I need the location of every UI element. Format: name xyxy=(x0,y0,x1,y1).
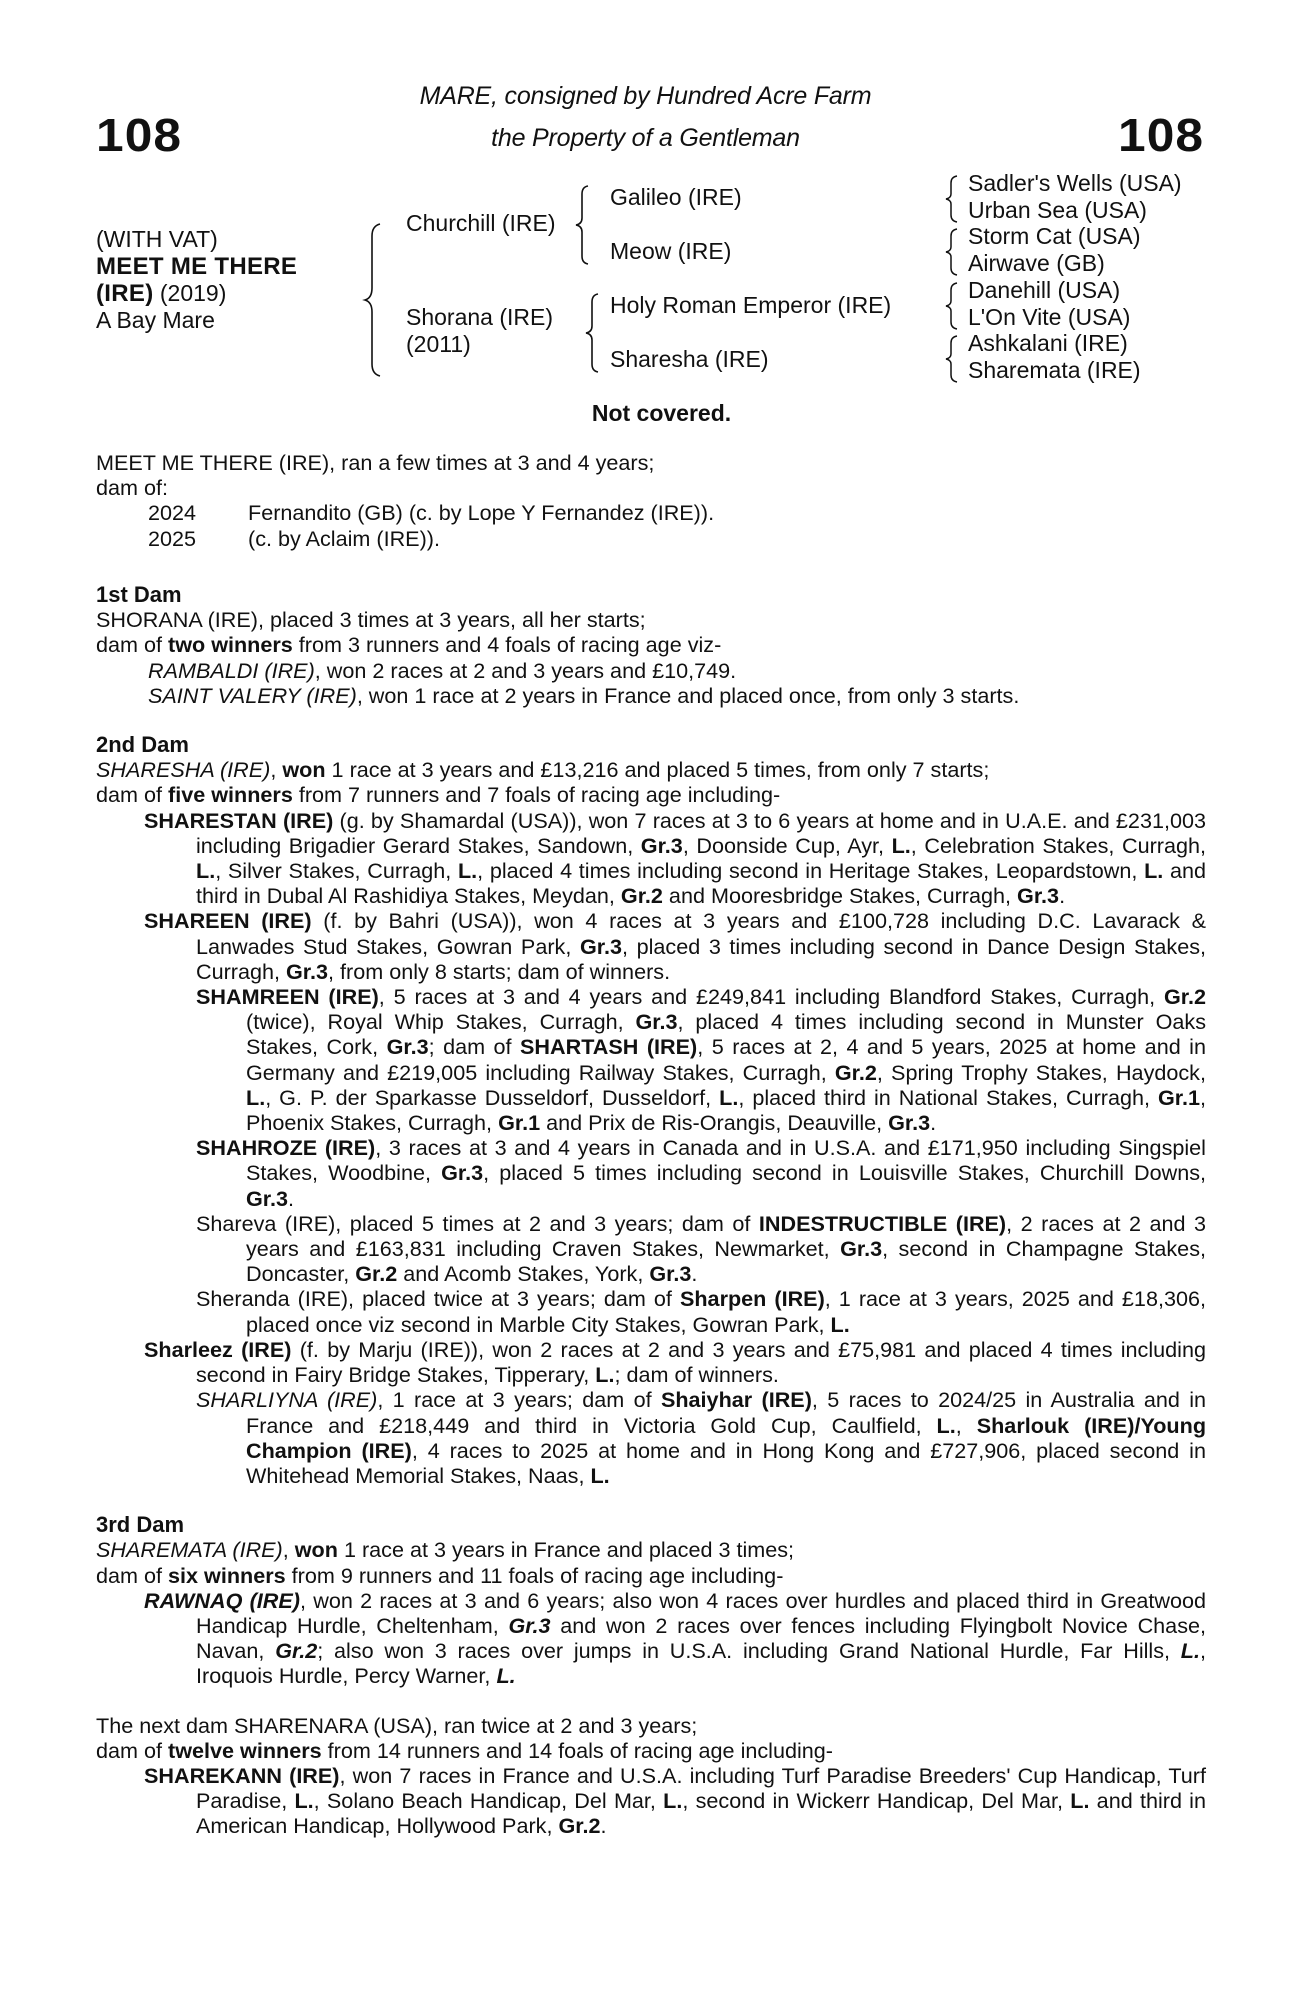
text-run: , placed 4 times including second in Heritage Stakes, Leopardstown, xyxy=(477,858,1145,884)
text-run: , placed 5 times including second in Louisville Stakes, Churchill Downs, xyxy=(483,1160,1207,1186)
bold-run: L. xyxy=(936,1412,956,1438)
text-run: Shareva (IRE), placed 5 times at 2 and 3 years; dam of xyxy=(196,1210,759,1236)
text-run: , placed third in National Stakes, Curragh, xyxy=(738,1084,1158,1110)
pedigree-sire-sire: Galileo (IRE) xyxy=(610,184,742,210)
text-run: and won 2 races over fences including Flyingbolt Novice Chase, Navan, xyxy=(196,1612,1207,1664)
progeny-entry xyxy=(96,683,1206,708)
text-run: , Phoenix Stakes, Curragh, xyxy=(246,1084,1206,1136)
bold-run: L. xyxy=(1144,858,1164,884)
consignor-line: MARE, consigned by Hundred Acre Farm xyxy=(419,82,872,110)
section-1st-dam xyxy=(96,582,1206,708)
pedigree-g3-name: Ashkalani (IRE) xyxy=(968,330,1128,357)
bold-run: L. xyxy=(1070,1788,1090,1814)
pedigree-brace-sire xyxy=(574,184,592,266)
foal-year: 2024 xyxy=(148,500,197,526)
foal-year: 2025 xyxy=(148,525,197,551)
progeny-entry xyxy=(96,808,1206,909)
pedigree-dam-dam: Sharesha (IRE) xyxy=(610,346,769,372)
bold-run: Gr.3 xyxy=(840,1236,883,1262)
progeny-entry xyxy=(96,658,1206,683)
text-run: and third in Dubal Al Rashidiya Stakes, Meydan, xyxy=(196,858,1206,909)
text-run: . xyxy=(691,1261,698,1287)
pedigree-dam: Shorana (IRE) xyxy=(406,304,554,330)
bold-run: Shaiyhar (IRE) xyxy=(660,1387,812,1413)
text-run: , won 1 race at 2 years in France and placed once, from only 3 starts. xyxy=(356,682,1020,708)
pedigree-brace-g3-4 xyxy=(944,334,960,384)
text-run: , Spring Trophy Stakes, Haydock, xyxy=(876,1059,1206,1085)
lot-number-right: 108 xyxy=(1118,109,1205,161)
section-line xyxy=(96,632,1206,657)
text-run: and Mooresbridge Stakes, Curragh, xyxy=(662,883,1018,909)
text-run: 1 race at 3 years and £13,216 and placed 5 times, from only 7 starts; xyxy=(325,757,990,783)
progeny-entry xyxy=(96,984,1206,1135)
text-run: (g. by Shamardal (USA)), won 7 races at 3 to 6 years at home and in U.A.E. and £231,003 including Brigadier Gerard Stakes, Sandown, xyxy=(196,807,1206,858)
text-run: 1 race at 3 years in France and placed 3 times; xyxy=(337,1537,795,1563)
text-run: , Iroquois Hurdle, Percy Warner, xyxy=(196,1638,1206,1689)
bold-run: Sharlouk (IRE)/Young Champion (IRE) xyxy=(246,1412,1207,1463)
text-run: . xyxy=(930,1110,937,1136)
section-heading: 3rd Dam xyxy=(96,1512,185,1538)
pedigree-g3-name: Danehill (USA) xyxy=(968,276,1121,303)
text-run: , placed 4 times including second in Munster Oaks Stakes, Cork, xyxy=(246,1009,1206,1060)
bold-run: L. xyxy=(246,1084,266,1110)
progeny-entry xyxy=(96,1763,1206,1839)
section-spacer xyxy=(96,708,1206,732)
bold-run: L. xyxy=(595,1362,615,1388)
text-run: , xyxy=(282,1537,295,1563)
text-run: from 9 runners and 11 foals of racing age including- xyxy=(285,1562,784,1588)
bold-run: Sharleez (IRE) xyxy=(144,1336,292,1362)
bold-run: SHARTASH (IRE) xyxy=(520,1034,698,1060)
bold-run: Gr.3 xyxy=(579,933,622,959)
bold-run: SHAHROZE (IRE) xyxy=(196,1135,376,1161)
section-spacer xyxy=(96,1689,1206,1713)
bold-italic-run: Gr.3 xyxy=(508,1612,551,1638)
property-line: the Property of a Gentleman xyxy=(491,124,800,152)
bold-run: INDESTRUCTIBLE (IRE) xyxy=(758,1210,1007,1236)
text-run: and third in American Handicap, Hollywood Park, xyxy=(196,1788,1206,1839)
bold-italic-run: RAWNAQ (IRE) xyxy=(144,1587,300,1613)
vat-label: (WITH VAT) xyxy=(96,226,218,252)
section-heading: 1st Dam xyxy=(96,582,182,607)
pedigree-g3-name: Sadler's Wells (USA) xyxy=(968,170,1182,196)
bold-run: Sharpen (IRE) xyxy=(679,1286,825,1312)
section-line xyxy=(96,782,1206,807)
text-run: and Acomb Stakes, York, xyxy=(397,1261,650,1287)
bold-run: L. xyxy=(590,1462,610,1488)
pedigree-sire: Churchill (IRE) xyxy=(406,210,556,236)
lot-number-left: 108 xyxy=(96,109,183,161)
horse-country: (IRE) xyxy=(96,280,154,307)
text-run: from 3 runners and 4 foals of racing age viz- xyxy=(292,632,722,658)
bold-run: two winners xyxy=(168,632,293,658)
bold-italic-run: L. xyxy=(496,1663,516,1689)
text-run: (twice), Royal Whip Stakes, Curragh, xyxy=(246,1009,636,1035)
produce-summary: MEET ME THERE (IRE), ran a few times at 3 and 4 years; xyxy=(96,450,655,475)
bold-run: Gr.2 xyxy=(620,883,663,909)
pedigree-brace-gen1 xyxy=(362,222,384,378)
text-run: from 14 runners and 14 foals of racing age including- xyxy=(321,1737,833,1763)
section-line xyxy=(96,1713,1206,1738)
covering-status: Not covered. xyxy=(591,400,732,426)
pedigree-dam-sire: Holy Roman Emperor (IRE) xyxy=(610,292,892,318)
text-run: dam of xyxy=(96,782,169,808)
text-run: , second in Wickerr Handicap, Del Mar, xyxy=(682,1788,1071,1814)
pedigree-brace-g3-3 xyxy=(944,281,960,331)
text-run: , 5 races at 2, 4 and 5 years, 2025 at home and in Germany and £219,005 including Railway Stakes, Curragh, xyxy=(246,1034,1206,1085)
bold-run: Gr.3 xyxy=(1017,883,1060,909)
progeny-entry xyxy=(96,1135,1206,1211)
bold-run: won xyxy=(294,1537,338,1563)
progeny-entry xyxy=(96,1337,1206,1387)
bold-run: SHAMREEN (IRE) xyxy=(196,984,379,1010)
text-run: . xyxy=(600,1813,607,1839)
text-run: , second in Champagne Stakes, Doncaster, xyxy=(246,1236,1206,1287)
section-3rd-dam xyxy=(96,1512,1206,1688)
bold-run: twelve winners xyxy=(168,1737,322,1763)
bold-italic-run: Gr.2 xyxy=(275,1638,318,1664)
text-run: SHORANA (IRE), placed 3 times at 3 years, all her starts; xyxy=(96,607,646,633)
text-run: from 7 runners and 7 foals of racing age including- xyxy=(292,782,781,808)
text-run: (f. by Marju (IRE)), won 2 races at 2 and 3 years and £75,981 and placed 4 times including second in Fairy Bridge Stakes, Tipperary, xyxy=(196,1336,1206,1388)
text-run: , 4 races to 2025 at home and in Hong Kong and £727,906, placed second in Whitehead Memorial Stakes, Naas, xyxy=(246,1437,1206,1488)
bold-run: Gr.3 xyxy=(649,1261,692,1287)
bold-run: L. xyxy=(891,832,911,858)
text-run: Sheranda (IRE), placed twice at 3 years; dam of xyxy=(196,1286,680,1312)
bold-run: Gr.3 xyxy=(246,1185,289,1211)
pedigree-brace-g3-2 xyxy=(944,227,960,277)
text-run: , Silver Stakes, Curragh, xyxy=(215,858,458,884)
pedigree-dam-year: (2011) xyxy=(406,331,471,357)
bold-run: SHARESTAN (IRE) xyxy=(144,807,334,833)
bold-run: Gr.2 xyxy=(834,1059,877,1085)
pedigree-gen3 xyxy=(968,170,1182,384)
bold-run: Gr.1 xyxy=(1157,1084,1200,1110)
text-run: , 3 races at 3 and 4 years in Canada and in U.S.A. and £171,950 including Singspiel Stakes, Woodbine, xyxy=(246,1135,1206,1186)
foal-row xyxy=(96,526,1206,551)
text-run: , Doonside Cup, Ayr, xyxy=(682,832,892,858)
text-run: and Prix de Ris-Orangis, Deauville, xyxy=(540,1110,889,1136)
text-run: , 1 race at 3 years, 2025 and £18,306, placed once viz second in Marble City Stakes, Gowran Park, xyxy=(246,1286,1206,1337)
text-run: , xyxy=(270,757,283,783)
text-run: , G. P. der Sparkasse Dusseldorf, Dusseldorf, xyxy=(265,1084,720,1110)
text-run: , won 7 races in France and U.S.A. including Turf Paradise Breeders' Cup Handicap, Turf Paradise, xyxy=(196,1762,1206,1814)
text-run: dam of xyxy=(96,1562,169,1588)
progeny-entry xyxy=(96,1588,1206,1689)
text-run: , xyxy=(955,1412,977,1438)
text-run: , 5 races to 2024/25 in Australia and in France and £218,449 and third in Victoria Gold Cup, Caulfield, xyxy=(246,1387,1207,1438)
text-run: , won 2 races at 3 and 6 years; also won 4 races over hurdles and placed third in Greatwood Handicap Hurdle, Cheltenham, xyxy=(196,1587,1206,1638)
text-run: . xyxy=(288,1185,295,1211)
text-run: The next dam SHARENARA (USA), ran twice at 2 and 3 years; xyxy=(96,1712,698,1738)
foal-row xyxy=(96,500,1206,525)
horse-foaling-year: (2019) xyxy=(153,280,227,306)
pedigree-g3-name: L'On Vite (USA) xyxy=(968,303,1131,330)
section-next-dam xyxy=(96,1713,1206,1839)
bold-run: six winners xyxy=(168,1562,286,1588)
progeny-entry xyxy=(96,1286,1206,1336)
section-2nd-dam xyxy=(96,732,1206,1488)
text-run: , 2 races at 2 and 3 years and £163,831 including Craven Stakes, Newmarket, xyxy=(246,1210,1207,1262)
section-line xyxy=(96,1537,1206,1562)
text-run: dam of xyxy=(96,632,169,658)
pedigree-g3-name: Sharemata (IRE) xyxy=(968,356,1141,383)
text-run: ; also won 3 races over jumps in U.S.A. including Grand National Hurdle, Far Hills, xyxy=(317,1638,1181,1664)
section-spacer xyxy=(96,1488,1206,1512)
text-run: dam of xyxy=(96,1737,169,1763)
progeny-entry xyxy=(96,1387,1206,1488)
text-run: , from only 8 starts; dam of winners. xyxy=(328,958,671,984)
bold-run: five winners xyxy=(168,782,293,808)
bold-italic-run: L. xyxy=(1180,1638,1200,1664)
bold-run: Gr.3 xyxy=(286,958,329,984)
text-run: , placed 3 times including second in Dance Design Stakes, Curragh, xyxy=(196,933,1206,984)
section-line xyxy=(96,1563,1206,1588)
bold-run: Gr.3 xyxy=(888,1110,931,1136)
text-run: , 1 race at 3 years; dam of xyxy=(377,1387,661,1413)
pedigree-brace-dam xyxy=(584,292,602,374)
text-run: ; dam of winners. xyxy=(614,1362,779,1388)
section-line xyxy=(96,757,1206,782)
foal-details: Fernandito (GB) (c. by Lope Y Fernandez (IRE)). xyxy=(248,500,715,526)
bold-run: Gr.3 xyxy=(441,1160,484,1186)
bold-run: SHAREKANN (IRE) xyxy=(144,1762,340,1788)
bold-run: L. xyxy=(196,858,216,884)
text-run: , won 2 races at 2 and 3 years and £10,749. xyxy=(314,657,737,683)
produce-record xyxy=(96,450,1206,551)
pedigree-g3-name: Storm Cat (USA) xyxy=(968,223,1141,250)
bold-run: L. xyxy=(294,1788,314,1814)
bold-run: L. xyxy=(719,1084,739,1110)
bold-run: Gr.3 xyxy=(640,832,683,858)
text-run: ; dam of xyxy=(428,1034,521,1060)
foal-details: (c. by Aclaim (IRE)). xyxy=(248,525,440,551)
section-heading: 2nd Dam xyxy=(96,732,189,758)
bold-run: Gr.1 xyxy=(498,1110,541,1136)
pedigree-brace-g3-1 xyxy=(944,174,960,224)
bold-run: Gr.3 xyxy=(635,1009,678,1035)
horse-name: MEET ME THERE xyxy=(96,253,298,280)
progeny-entry xyxy=(96,908,1206,984)
text-run: . xyxy=(1059,883,1066,909)
italic-run: SHARLIYNA (IRE) xyxy=(196,1387,378,1413)
bold-run: L. xyxy=(457,858,478,884)
text-run: , 5 races at 3 and 4 years and £249,841 including Blandford Stakes, Curragh, xyxy=(378,984,1164,1010)
italic-run: SAINT VALERY (IRE) xyxy=(148,682,357,708)
horse-description: A Bay Mare xyxy=(96,307,215,333)
italic-run: SHARESHA (IRE) xyxy=(96,757,271,783)
bold-run: Gr.2 xyxy=(1163,984,1206,1010)
section-line xyxy=(96,607,1206,632)
bold-run: won xyxy=(282,757,326,783)
bold-run: L. xyxy=(830,1311,850,1337)
text-run: (f. by Bahri (USA)), won 4 races at 3 years and £100,728 including D.C. Lavarack & Lanwades Stud Stakes, Gowran Park, xyxy=(196,908,1206,959)
bold-run: Gr.2 xyxy=(355,1261,398,1287)
horse-identity xyxy=(96,226,297,334)
pedigree-g3-name: Urban Sea (USA) xyxy=(968,196,1147,223)
bold-run: Gr.3 xyxy=(386,1034,429,1060)
dam-of-label: dam of: xyxy=(96,475,169,501)
italic-run: RAMBALDI (IRE) xyxy=(148,657,315,683)
text-run: , Celebration Stakes, Curragh, xyxy=(910,832,1206,858)
progeny-entry xyxy=(96,1211,1206,1287)
italic-run: SHAREMATA (IRE) xyxy=(96,1537,283,1563)
family-sections xyxy=(96,582,1206,1839)
bold-run: L. xyxy=(663,1788,683,1814)
section-line xyxy=(96,1738,1206,1763)
bold-run: SHAREEN (IRE) xyxy=(144,908,312,934)
pedigree-sire-dam: Meow (IRE) xyxy=(610,238,732,264)
bold-run: Gr.2 xyxy=(558,1813,601,1839)
text-run: , Solano Beach Handicap, Del Mar, xyxy=(313,1788,664,1814)
pedigree-g3-name: Airwave (GB) xyxy=(968,250,1105,277)
